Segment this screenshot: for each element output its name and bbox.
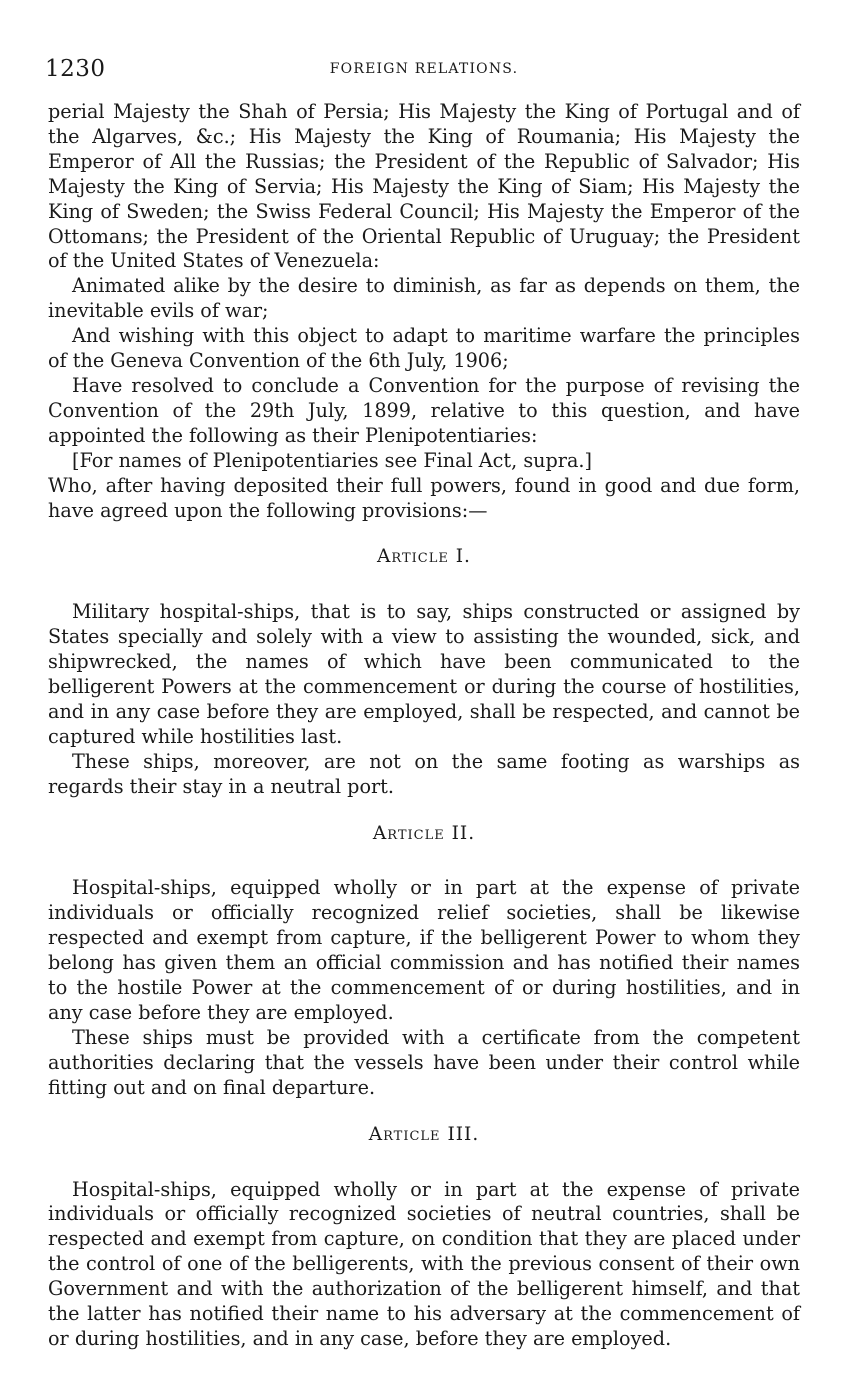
article-numeral: II. [451,822,476,844]
article-paragraph: Hospital-ships, equipped wholly or in part at the expense of private individuals or officially recognized societies of neutral countries, shall be respected and exempt from capture, on condition that they are placed under the control of one of the belligerents, with the previous consent of their own Government and with the authorization of the belligerent himself, and that the latter has notified their name to his adversary at the commencement of or during hostilities, and in any case, before they are employed. [48,1177,800,1350]
article-heading [48,1123,800,1148]
running-title: FOREIGN RELATIONS. [329,61,519,77]
preamble-paragraph: Who, after having deposited their full powers, found in good and due form, have agreed upon the following provisions:— [48,473,800,522]
page-number: 1230 [45,56,106,82]
article-numeral: I. [455,546,471,568]
article-numeral: III. [447,1123,480,1145]
preamble-paragraph: perial Majesty the Shah of Persia; His Majesty the King of Portugal and of the Algarves, &c.; His Majesty the King of Roumania; His Majesty the Emperor of All the Russias; the President of the Republic of Salvador; His Majesty the King of Servia; His Majesty the King of Siam; His Majesty the King of Sweden; the Swiss Federal Council; His Majesty the Emperor of the Ottomans; the President of the Oriental Republic of Uruguay; the President of the United States of Venezuela: [48,100,800,273]
running-head [45,56,800,86]
article-paragraph: These ships, moreover, are not on the same footing as warships as regards their stay in a neutral port. [48,749,800,798]
preamble-paragraph: And wishing with this object to adapt to maritime warfare the principles of the Geneva Convention of the 6th July, 1906; [48,324,800,373]
article-paragraph: Hospital-ships, equipped wholly or in part at the expense of private individuals or officially recognized relief societies, shall be likewise respected and exempt from capture, if the belligerent Power to whom they belong has given them an official commission and has notified their names to the hostile Power at the commencement of or during hostilities, and in any case before they are employed. [48,876,800,1024]
body-text [48,100,800,1352]
article-paragraph: These ships must be provided with a certificate from the competent authorities declaring that the vessels have been under their control while fitting out and on final departure. [48,1025,800,1099]
article-paragraph: Military hospital-ships, that is to say, ships constructed or assigned by States specially and solely with a view to assisting the wounded, sick, and shipwrecked, the names of which have been communicated to the belligerent Powers at the commencement or during the course of hostilities, and in any case before they are employed, shall be respected, and cannot be captured while hostilities last. [48,600,800,748]
preamble-paragraph: Have resolved to conclude a Convention for the purpose of revising the Convention of the 29th July, 1899, relative to this question, and have appointed the following as their Plenipotentiaries: [48,373,800,447]
document-page [45,56,800,1352]
article-heading [48,822,800,847]
article-word: Article [368,1123,441,1145]
article-word: Article [377,546,449,568]
article-word: Article [372,822,445,844]
preamble-paragraph: Animated alike by the desire to diminish, as far as depends on them, the inevitable evils of war; [48,274,800,323]
article-heading [48,545,800,570]
plenipotentiaries-note: [For names of Plenipotentiaries see Final Act, supra.] [72,448,593,472]
